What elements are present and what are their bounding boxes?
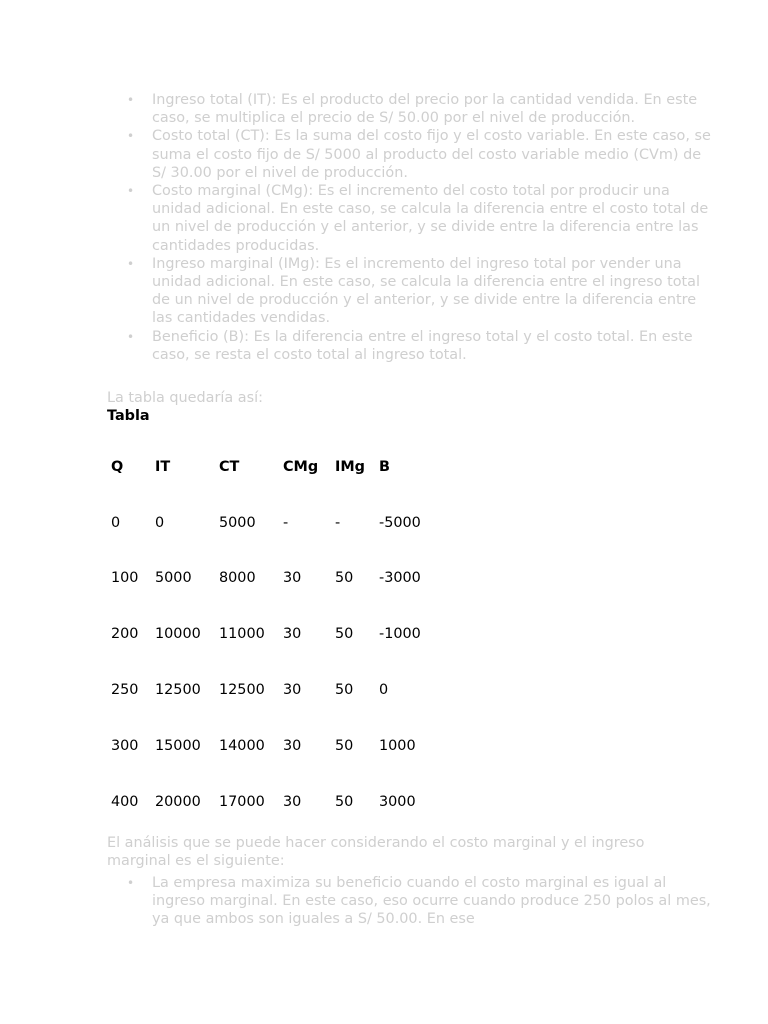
cell-it: 20000	[155, 793, 201, 810]
header-cmg: CMg	[283, 458, 319, 475]
table-row	[107, 718, 443, 774]
definition-item	[127, 91, 712, 127]
table-title: Tabla	[107, 408, 150, 424]
header-ct: CT	[219, 458, 240, 475]
cell-it: 10000	[155, 626, 201, 643]
cell-q: 200	[111, 626, 139, 643]
cell-img: 50	[335, 570, 354, 587]
cell-ct: 11000	[219, 626, 265, 643]
cell-cmg: 30	[283, 570, 302, 587]
cell-ct: 17000	[219, 793, 265, 810]
cell-it: 15000	[155, 737, 201, 754]
analysis-list	[107, 874, 712, 929]
cell-img: 50	[335, 793, 354, 810]
bullet-icon: •	[127, 93, 135, 107]
cell-cmg: 30	[283, 793, 302, 810]
table-row	[107, 606, 443, 662]
cell-q: 0	[111, 514, 121, 531]
cell-q: 100	[111, 570, 139, 587]
bullet-icon: •	[127, 256, 135, 271]
definition-text: Costo marginal (CMg): Es el incremento del costo total por producir una unidad adicional. En este caso, se calcula la diferencia entre el costo total de un nivel de producción y el anterior, y se divide entre la diferencia entre las cantidades producidas.	[152, 183, 709, 254]
cell-img: -	[335, 514, 341, 531]
cell-b: 3000	[379, 793, 416, 810]
definition-item	[127, 255, 712, 328]
bullet-icon: •	[127, 329, 135, 344]
definition-item	[127, 127, 712, 182]
definition-item	[127, 328, 712, 364]
analysis-text: La empresa maximiza su beneficio cuando el costo marginal es igual al ingreso marginal. En este caso, eso ocurre cuando produce 250 polos al mes, ya que ambos son iguales a S/ 50.00. En ese	[152, 875, 711, 928]
cell-b: -5000	[379, 514, 421, 531]
table-header-row	[107, 439, 443, 495]
definition-text: Costo total (CT): Es la suma del costo fijo y el costo variable. En este caso, se suma el costo fijo de S/ 5000 al producto del costo variable medio (CVm) de S/ 30.00 por el nivel de producción.	[152, 128, 711, 181]
cell-b: -1000	[379, 626, 421, 643]
header-it: IT	[155, 458, 171, 475]
cell-cmg: 30	[283, 626, 302, 643]
definitions-list	[107, 91, 712, 364]
definition-text: Ingreso total (IT): Es el producto del precio por la cantidad vendida. En este caso, se multiplica el precio de S/ 50.00 por el nivel de producción.	[152, 92, 698, 127]
cell-q: 250	[111, 682, 139, 699]
header-b: B	[379, 458, 390, 475]
table-row	[107, 551, 443, 607]
cell-img: 50	[335, 737, 354, 754]
analysis-item	[127, 874, 712, 929]
cell-cmg: 30	[283, 682, 302, 699]
cell-cmg: 30	[283, 737, 302, 754]
cell-q: 300	[111, 737, 139, 754]
cell-b: 1000	[379, 737, 416, 754]
cell-it: 12500	[155, 682, 201, 699]
definition-text: Ingreso marginal (IMg): Es el incremento del ingreso total por vender una unidad adicional. En este caso, se calcula la diferencia entre el ingreso total de un nivel de producción y el anterior, y se divide entre la diferencia entre las cantidades vendidas.	[152, 255, 701, 327]
cell-b: 0	[379, 682, 389, 699]
bullet-icon: •	[127, 184, 135, 199]
header-img: IMg	[335, 458, 365, 475]
header-q: Q	[111, 458, 124, 475]
cell-it: 5000	[155, 570, 192, 587]
table-row	[107, 774, 443, 830]
table-row	[107, 662, 443, 718]
cell-ct: 8000	[219, 570, 256, 587]
definition-text: Beneficio (B): Es la diferencia entre el ingreso total y el costo total. En este caso, se resta el costo total al ingreso total.	[152, 328, 693, 363]
cell-cmg: -	[283, 514, 289, 531]
cell-ct: 14000	[219, 737, 265, 754]
cell-img: 50	[335, 682, 354, 699]
table-intro-text: La tabla quedaría así:	[107, 390, 263, 406]
definition-item	[127, 182, 712, 255]
bullet-icon: •	[127, 876, 135, 890]
cell-ct: 12500	[219, 682, 265, 699]
cell-it: 0	[155, 514, 165, 531]
cell-b: -3000	[379, 570, 421, 587]
cell-ct: 5000	[219, 514, 256, 531]
cell-q: 400	[111, 793, 139, 810]
results-table	[107, 439, 443, 830]
analysis-intro-text: El análisis que se puede hacer considerando el costo marginal y el ingreso marginal es el siguiente:	[107, 835, 645, 870]
bullet-icon: •	[127, 129, 135, 144]
table-row	[107, 495, 443, 551]
cell-img: 50	[335, 626, 354, 643]
